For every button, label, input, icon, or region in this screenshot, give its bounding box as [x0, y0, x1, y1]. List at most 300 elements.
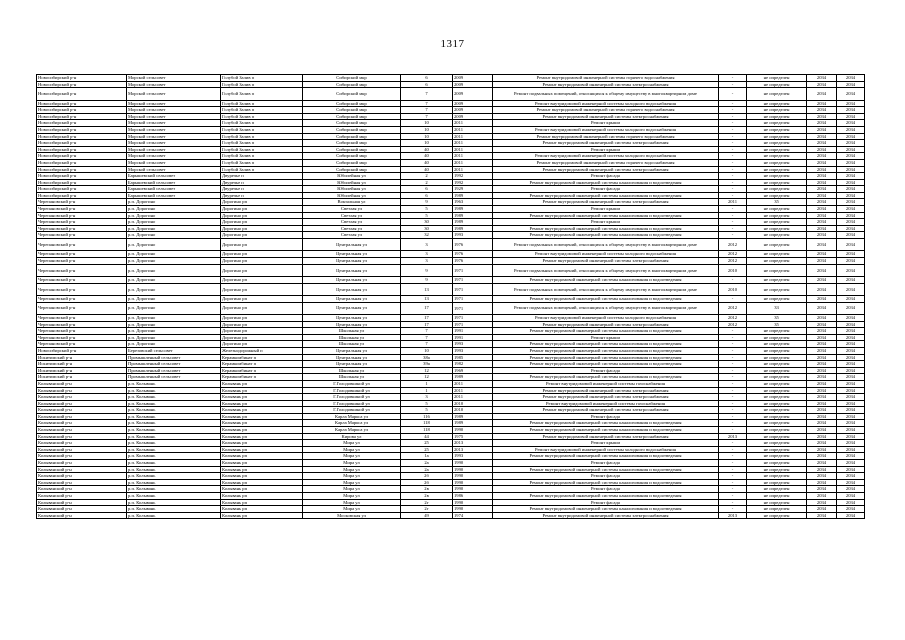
street-cell: Сибирский мкр — [303, 140, 401, 147]
house-number-cell: 7 — [401, 88, 453, 100]
district-cell: Новосибирский р-н — [37, 100, 127, 107]
plan-start-year-cell: 2034 — [807, 258, 837, 265]
street-cell: Мира ул — [303, 479, 401, 486]
house-number-cell: 2г — [401, 499, 453, 506]
plan-start-year-cell: 2034 — [807, 192, 837, 199]
last-repair-year-cell: - — [719, 133, 747, 140]
work-type-cell: Ремонт внутридомовой инженерной системы канализования и водоотведения — [493, 212, 719, 219]
wear-cell: не определен — [747, 473, 807, 480]
work-type-cell: Ремонт внутридомовой инженерной системы канализования и водоотведения — [493, 466, 719, 473]
locality-cell: Голубой Залив п — [221, 159, 303, 166]
district-cell: Черепановский р-н — [37, 199, 127, 206]
plan-start-year-cell: 2034 — [807, 374, 837, 381]
locality-cell: Керамкомбинат п — [221, 367, 303, 374]
last-repair-year-cell: - — [719, 387, 747, 394]
locality-cell: Дорогино рп — [221, 258, 303, 265]
plan-start-year-cell: 2034 — [807, 140, 837, 147]
work-type-cell: Ремонт внутридомовой инженерной системы канализования и водоотведения — [493, 296, 719, 303]
plan-end-year-cell: 2034 — [837, 387, 865, 394]
street-cell: Г.Голодовкиной ул — [303, 380, 401, 387]
work-type-cell: Ремонт подвальных помещений, относящихся к общему имуществу в многоквартирном доме — [493, 302, 719, 314]
last-repair-year-cell: - — [719, 166, 747, 173]
last-repair-year-cell: - — [719, 140, 747, 147]
settlement-cell: р.п. Дорогино — [127, 321, 221, 328]
street-cell: Карла Маркса ул — [303, 427, 401, 434]
plan-end-year-cell: 2034 — [837, 100, 865, 107]
last-repair-year-cell: - — [719, 192, 747, 199]
table-row — [37, 334, 865, 341]
district-cell: Новосибирский р-н — [37, 81, 127, 88]
street-cell: Г.Голодовкиной ул — [303, 394, 401, 401]
build-year-cell: 2009 — [453, 75, 493, 82]
table-row — [37, 283, 865, 295]
house-number-cell: 17 — [401, 321, 453, 328]
street-cell: Сибирский мкр — [303, 113, 401, 120]
plan-start-year-cell: 2034 — [807, 283, 837, 295]
wear-cell: не определен — [747, 140, 807, 147]
build-year-cell: 1990 — [453, 427, 493, 434]
plan-end-year-cell: 2034 — [837, 334, 865, 341]
plan-start-year-cell: 2034 — [807, 206, 837, 213]
build-year-cell: 2009 — [453, 100, 493, 107]
work-type-cell: Ремонт внутридомовой инженерной системы канализования и водоотведения — [493, 347, 719, 354]
street-cell: Центральная ул — [303, 251, 401, 258]
locality-cell: Колывань рп — [221, 493, 303, 500]
plan-start-year-cell: 2034 — [807, 321, 837, 328]
locality-cell: Голубой Залив п — [221, 100, 303, 107]
street-cell: Школьная ул — [303, 367, 401, 374]
plan-end-year-cell: 2034 — [837, 296, 865, 303]
wear-cell: 35 — [747, 321, 807, 328]
settlement-cell: р.п. Колывань — [127, 460, 221, 467]
wear-cell: не определен — [747, 100, 807, 107]
street-cell: Центральная ул — [303, 264, 401, 276]
work-type-cell: Ремонт внутридомовой инженерной системы канализования и водоотведения — [493, 232, 719, 239]
house-number-cell: 25 — [401, 440, 453, 447]
locality-cell: Керамкомбинат п — [221, 354, 303, 361]
plan-start-year-cell: 2034 — [807, 512, 837, 519]
last-repair-year-cell: - — [719, 427, 747, 434]
last-repair-year-cell: 2010 — [719, 283, 747, 295]
table-row — [37, 314, 865, 321]
settlement-cell: р.п. Колывань — [127, 420, 221, 427]
plan-start-year-cell: 2034 — [807, 446, 837, 453]
plan-end-year-cell: 2034 — [837, 302, 865, 314]
plan-end-year-cell: 2034 — [837, 420, 865, 427]
district-cell: Колыванский р-н — [37, 460, 127, 467]
street-cell: Карла Маркса ул — [303, 413, 401, 420]
plan-end-year-cell: 2034 — [837, 460, 865, 467]
work-type-cell: Ремонт внутридомовой инженерной системы горячего водоснабжения — [493, 133, 719, 140]
locality-cell: Голубой Залив п — [221, 88, 303, 100]
plan-end-year-cell: 2034 — [837, 413, 865, 420]
wear-cell: не определен — [747, 186, 807, 193]
build-year-cell: 1971 — [453, 296, 493, 303]
plan-start-year-cell: 2034 — [807, 225, 837, 232]
wear-cell: не определен — [747, 225, 807, 232]
settlement-cell: р.п. Колывань — [127, 400, 221, 407]
plan-end-year-cell: 2034 — [837, 206, 865, 213]
work-type-cell: Ремонт внутридомовой инженерной системы холодного водоснабжения — [493, 251, 719, 258]
plan-start-year-cell: 2034 — [807, 296, 837, 303]
street-cell: Сибирский мкр — [303, 126, 401, 133]
locality-cell: Колывань рп — [221, 380, 303, 387]
house-number-cell: 2б — [401, 479, 453, 486]
plan-end-year-cell: 2034 — [837, 264, 865, 276]
district-cell: Колыванский р-н — [37, 479, 127, 486]
table-row — [37, 512, 865, 519]
last-repair-year-cell: - — [719, 232, 747, 239]
district-cell: Колыванский р-н — [37, 493, 127, 500]
house-number-cell: 118 — [401, 420, 453, 427]
plan-start-year-cell: 2034 — [807, 506, 837, 513]
plan-end-year-cell: 2034 — [837, 407, 865, 414]
street-cell: Светлая ул — [303, 225, 401, 232]
street-cell: Сибирский мкр — [303, 159, 401, 166]
district-cell: Колыванский р-н — [37, 433, 127, 440]
work-type-cell: Ремонт крыши — [493, 440, 719, 447]
settlement-cell: Промышленный сельсовет — [127, 374, 221, 381]
district-cell: Колыванский р-н — [37, 413, 127, 420]
locality-cell: Голубой Залив п — [221, 133, 303, 140]
build-year-cell: 1992 — [453, 173, 493, 180]
district-cell: Новосибирский р-н — [37, 186, 127, 193]
build-year-cell: 1989 — [453, 212, 493, 219]
locality-cell: Колывань рп — [221, 413, 303, 420]
house-number-cell: 116 — [401, 413, 453, 420]
build-year-cell: 1993 — [453, 232, 493, 239]
house-number-cell: 6 — [401, 75, 453, 82]
wear-cell: не определен — [747, 413, 807, 420]
work-type-cell: Ремонт внутридомовой инженерной системы горячего водоснабжения — [493, 75, 719, 82]
table-row — [37, 232, 865, 239]
plan-start-year-cell: 2034 — [807, 387, 837, 394]
table-row — [37, 251, 865, 258]
district-cell: Новосибирский р-н — [37, 133, 127, 140]
build-year-cell: 2009 — [453, 88, 493, 100]
locality-cell: Голубой Залив п — [221, 153, 303, 160]
last-repair-year-cell: 2013 — [719, 433, 747, 440]
plan-start-year-cell: 2034 — [807, 146, 837, 153]
plan-start-year-cell: 2034 — [807, 420, 837, 427]
house-number-cell: 10 — [401, 140, 453, 147]
build-year-cell: 1989 — [453, 206, 493, 213]
wear-cell: не определен — [747, 374, 807, 381]
district-cell: Черепановский р-н — [37, 302, 127, 314]
house-number-cell: 12 — [401, 367, 453, 374]
locality-cell: Колывань рп — [221, 433, 303, 440]
plan-end-year-cell: 2034 — [837, 192, 865, 199]
wear-cell: не определен — [747, 341, 807, 348]
district-cell: Черепановский р-н — [37, 334, 127, 341]
plan-start-year-cell: 2034 — [807, 219, 837, 226]
table-row — [37, 400, 865, 407]
work-type-cell: Ремонт внутридомовой инженерной системы канализования и водоотведения — [493, 341, 719, 348]
wear-cell: не определен — [747, 75, 807, 82]
work-type-cell: Ремонт внутридомовой инженерной системы электроснабжения — [493, 394, 719, 401]
locality-cell: Керамкомбинат п — [221, 361, 303, 368]
plan-end-year-cell: 2034 — [837, 120, 865, 127]
district-cell: Искитимский р-н — [37, 367, 127, 374]
district-cell: Черепановский р-н — [37, 314, 127, 321]
last-repair-year-cell: - — [719, 394, 747, 401]
last-repair-year-cell: - — [719, 440, 747, 447]
settlement-cell: Морской сельсовет — [127, 113, 221, 120]
last-repair-year-cell: - — [719, 453, 747, 460]
plan-start-year-cell: 2034 — [807, 277, 837, 284]
work-type-cell: Ремонт внутридомовой инженерной системы канализования и водоотведения — [493, 361, 719, 368]
work-type-cell: Ремонт внутридомовой инженерной системы электроснабжения — [493, 140, 719, 147]
wear-cell: не определен — [747, 453, 807, 460]
work-type-cell: Ремонт подвальных помещений, относящихся к общему имуществу в многоквартирном доме — [493, 88, 719, 100]
street-cell: Московская ул — [303, 512, 401, 519]
plan-end-year-cell: 2034 — [837, 277, 865, 284]
district-cell: Черепановский р-н — [37, 258, 127, 265]
settlement-cell: р.п. Колывань — [127, 413, 221, 420]
plan-end-year-cell: 2034 — [837, 159, 865, 166]
table-row — [37, 277, 865, 284]
settlement-cell: р.п. Колывань — [127, 493, 221, 500]
street-cell: Юбилейная ул — [303, 179, 401, 186]
plan-end-year-cell: 2034 — [837, 486, 865, 493]
settlement-cell: р.п. Дорогино — [127, 225, 221, 232]
work-type-cell: Ремонт внутридомовой инженерной системы электроснабжения — [493, 407, 719, 414]
house-number-cell: 13 — [401, 296, 453, 303]
house-number-cell: 5 — [401, 400, 453, 407]
table-row — [37, 407, 865, 414]
locality-cell: Железнодорожный п — [221, 347, 303, 354]
house-number-cell: 40 — [401, 153, 453, 160]
table-row — [37, 186, 865, 193]
plan-end-year-cell: 2034 — [837, 479, 865, 486]
house-number-cell: 2 — [401, 173, 453, 180]
build-year-cell: 1990 — [453, 460, 493, 467]
settlement-cell: Морской сельсовет — [127, 140, 221, 147]
plan-end-year-cell: 2034 — [837, 321, 865, 328]
work-type-cell: Ремонт внутридомовой инженерной системы канализования и водоотведения — [493, 479, 719, 486]
build-year-cell: 1985 — [453, 354, 493, 361]
plan-start-year-cell: 2034 — [807, 179, 837, 186]
table-row — [37, 107, 865, 114]
settlement-cell: р.п. Дорогино — [127, 341, 221, 348]
plan-start-year-cell: 2034 — [807, 473, 837, 480]
plan-start-year-cell: 2034 — [807, 394, 837, 401]
house-number-cell: 13 — [401, 283, 453, 295]
plan-start-year-cell: 2034 — [807, 173, 837, 180]
street-cell: Светлая ул — [303, 232, 401, 239]
settlement-cell: р.п. Колывань — [127, 473, 221, 480]
wear-cell: не определен — [747, 206, 807, 213]
house-number-cell: 17 — [401, 302, 453, 314]
build-year-cell: 2011 — [453, 387, 493, 394]
wear-cell: не определен — [747, 446, 807, 453]
last-repair-year-cell: - — [719, 347, 747, 354]
street-cell: Кирова ул — [303, 433, 401, 440]
district-cell: Новосибирский р-н — [37, 153, 127, 160]
work-type-cell: Ремонт крыши — [493, 206, 719, 213]
work-type-cell: Ремонт подвальных помещений, относящихся к общему имуществу в многоквартирном доме — [493, 264, 719, 276]
last-repair-year-cell: - — [719, 446, 747, 453]
build-year-cell: 2010 — [453, 407, 493, 414]
district-cell: Новосибирский р-н — [37, 146, 127, 153]
plan-start-year-cell: 2034 — [807, 314, 837, 321]
house-number-cell: 1 — [401, 380, 453, 387]
district-cell: Черепановский р-н — [37, 239, 127, 251]
plan-end-year-cell: 2034 — [837, 314, 865, 321]
settlement-cell: р.п. Колывань — [127, 466, 221, 473]
locality-cell: Дорогино рп — [221, 251, 303, 258]
table-row — [37, 239, 865, 251]
plan-end-year-cell: 2034 — [837, 506, 865, 513]
locality-cell: Дорогино рп — [221, 334, 303, 341]
build-year-cell: 2013 — [453, 446, 493, 453]
work-type-cell: Ремонт внутридомовой инженерной системы электроснабжения — [493, 81, 719, 88]
settlement-cell: р.п. Колывань — [127, 506, 221, 513]
build-year-cell: 1976 — [453, 251, 493, 258]
house-number-cell: 2б — [401, 473, 453, 480]
street-cell: Сибирский мкр — [303, 75, 401, 82]
plan-start-year-cell: 2034 — [807, 440, 837, 447]
house-number-cell: 9 — [401, 277, 453, 284]
table-row — [37, 258, 865, 265]
settlement-cell: Морской сельсовет — [127, 153, 221, 160]
build-year-cell: 2013 — [453, 440, 493, 447]
plan-end-year-cell: 2034 — [837, 179, 865, 186]
work-type-cell: Ремонт внутридомовой инженерной системы канализования и водоотведения — [493, 420, 719, 427]
settlement-cell: р.п. Колывань — [127, 499, 221, 506]
plan-end-year-cell: 2034 — [837, 446, 865, 453]
work-type-cell: Ремонт внутридомовой инженерной системы холодного водоснабжения — [493, 153, 719, 160]
district-cell: Новосибирский р-н — [37, 140, 127, 147]
build-year-cell: 1993 — [453, 453, 493, 460]
wear-cell: не определен — [747, 107, 807, 114]
work-type-cell: Ремонт фасада — [493, 186, 719, 193]
plan-start-year-cell: 2034 — [807, 493, 837, 500]
settlement-cell: Морской сельсовет — [127, 107, 221, 114]
plan-start-year-cell: 2034 — [807, 427, 837, 434]
table-row — [37, 499, 865, 506]
work-type-cell: Ремонт внутридомовой инженерной системы газоснабжения — [493, 400, 719, 407]
plan-start-year-cell: 2034 — [807, 380, 837, 387]
wear-cell: не определен — [747, 120, 807, 127]
table-row — [37, 328, 865, 335]
last-repair-year-cell: - — [719, 466, 747, 473]
settlement-cell: Березовский сельсовет — [127, 347, 221, 354]
last-repair-year-cell: - — [719, 146, 747, 153]
street-cell: Центральная ул — [303, 361, 401, 368]
plan-end-year-cell: 2034 — [837, 499, 865, 506]
last-repair-year-cell: - — [719, 126, 747, 133]
build-year-cell: 1971 — [453, 264, 493, 276]
house-number-cell: 2а — [401, 460, 453, 467]
table-row — [37, 302, 865, 314]
last-repair-year-cell: - — [719, 486, 747, 493]
wear-cell: не определен — [747, 460, 807, 467]
table-row — [37, 493, 865, 500]
work-type-cell: Ремонт внутридомовой инженерной системы горячего водоснабжения — [493, 159, 719, 166]
build-year-cell: 2010 — [453, 400, 493, 407]
wear-cell: не определен — [747, 328, 807, 335]
work-type-cell: Ремонт внутридомовой инженерной системы электроснабжения — [493, 166, 719, 173]
build-year-cell: 1990 — [453, 499, 493, 506]
locality-cell: Дорогино рп — [221, 314, 303, 321]
work-type-cell: Ремонт внутридомовой инженерной системы канализования и водоотведения — [493, 506, 719, 513]
house-number-cell: 2г — [401, 506, 453, 513]
settlement-cell: Промышленный сельсовет — [127, 367, 221, 374]
table-row — [37, 367, 865, 374]
plan-end-year-cell: 2034 — [837, 186, 865, 193]
build-year-cell: 1989 — [453, 413, 493, 420]
last-repair-year-cell: - — [719, 75, 747, 82]
street-cell: Мира ул — [303, 440, 401, 447]
table-row — [37, 446, 865, 453]
locality-cell: Дорогино рп — [221, 212, 303, 219]
street-cell: Центральная ул — [303, 321, 401, 328]
wear-cell: не определен — [747, 264, 807, 276]
district-cell: Черепановский р-н — [37, 264, 127, 276]
build-year-cell: 1963 — [453, 199, 493, 206]
plan-end-year-cell: 2034 — [837, 380, 865, 387]
street-cell: Центральная ул — [303, 296, 401, 303]
plan-end-year-cell: 2034 — [837, 199, 865, 206]
last-repair-year-cell: - — [719, 153, 747, 160]
locality-cell: Голубой Залив п — [221, 146, 303, 153]
plan-start-year-cell: 2034 — [807, 334, 837, 341]
district-cell: Черепановский р-н — [37, 321, 127, 328]
settlement-cell: р.п. Колывань — [127, 427, 221, 434]
plan-start-year-cell: 2034 — [807, 126, 837, 133]
locality-cell: Колывань рп — [221, 473, 303, 480]
plan-start-year-cell: 2034 — [807, 486, 837, 493]
settlement-cell: р.п. Колывань — [127, 394, 221, 401]
wear-cell: не определен — [747, 126, 807, 133]
street-cell: Центральная ул — [303, 283, 401, 295]
plan-end-year-cell: 2034 — [837, 126, 865, 133]
wear-cell: не определен — [747, 153, 807, 160]
street-cell: Сибирский мкр — [303, 81, 401, 88]
street-cell: Сибирский мкр — [303, 166, 401, 173]
plan-end-year-cell: 2034 — [837, 212, 865, 219]
build-year-cell: 1990 — [453, 486, 493, 493]
plan-end-year-cell: 2034 — [837, 251, 865, 258]
district-cell: Черепановский р-н — [37, 296, 127, 303]
table-row — [37, 192, 865, 199]
work-type-cell: Ремонт внутридомовой инженерной системы газоснабжения — [493, 380, 719, 387]
street-cell: Мира ул — [303, 506, 401, 513]
settlement-cell: р.п. Колывань — [127, 512, 221, 519]
plan-start-year-cell: 2034 — [807, 199, 837, 206]
house-number-cell: 3 — [401, 251, 453, 258]
street-cell: Мира ул — [303, 460, 401, 467]
district-cell: Искитимский р-н — [37, 361, 127, 368]
street-cell: Мира ул — [303, 453, 401, 460]
street-cell: Сибирский мкр — [303, 133, 401, 140]
table-row — [37, 486, 865, 493]
last-repair-year-cell: - — [719, 479, 747, 486]
locality-cell: Двуречье п — [221, 179, 303, 186]
plan-start-year-cell: 2034 — [807, 499, 837, 506]
last-repair-year-cell: - — [719, 354, 747, 361]
district-cell: Колыванский р-н — [37, 394, 127, 401]
last-repair-year-cell: 2012 — [719, 239, 747, 251]
plan-start-year-cell: 2034 — [807, 367, 837, 374]
settlement-cell: р.п. Дорогино — [127, 314, 221, 321]
district-cell: Черепановский р-н — [37, 212, 127, 219]
plan-start-year-cell: 2034 — [807, 88, 837, 100]
work-type-cell: Ремонт внутридомовой инженерной системы электроснабжения — [493, 387, 719, 394]
locality-cell: Колывань рп — [221, 512, 303, 519]
settlement-cell: Морской сельсовет — [127, 159, 221, 166]
